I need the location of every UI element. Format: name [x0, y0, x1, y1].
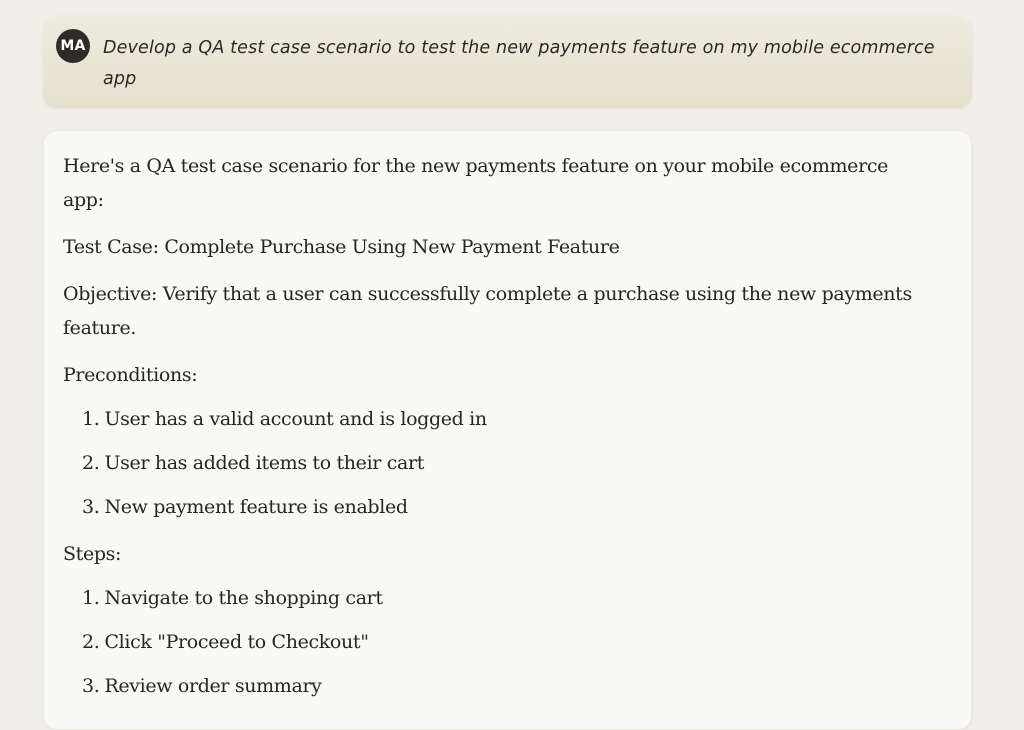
list-item-number: 1. — [82, 408, 100, 430]
steps-heading: Steps: — [63, 543, 122, 565]
list-item — [63, 402, 923, 436]
assistant-message — [43, 130, 972, 730]
response-intro: Here's a QA test case scenario for the new payments feature on your mobile ecommerce app: — [63, 155, 888, 211]
list-item-number: 3. — [82, 496, 100, 518]
list-item — [63, 625, 923, 659]
preconditions-list — [63, 402, 923, 524]
test-case-title: Test Case: Complete Purchase Using New Payment Feature — [63, 236, 620, 258]
user-prompt-text: Develop a QA test case scenario to test the new payments feature on my mobile ecommerce app — [103, 38, 935, 89]
list-item — [63, 446, 923, 480]
objective-text: Objective: Verify that a user can successfully complete a purchase using the new payments feature. — [63, 283, 912, 339]
list-item-number: 2. — [82, 452, 100, 474]
list-item-number: 1. — [82, 587, 100, 609]
list-item-text: Click "Proceed to Checkout" — [104, 631, 369, 653]
list-item-number: 2. — [82, 631, 100, 653]
list-item-text: User has added items to their cart — [104, 452, 424, 474]
steps-list — [63, 581, 923, 703]
response-body — [63, 149, 923, 703]
list-item-text: Review order summary — [104, 675, 322, 697]
preconditions-heading: Preconditions: — [63, 364, 198, 386]
list-item-text: User has a valid account and is logged in — [104, 408, 487, 430]
user-message — [43, 16, 972, 108]
list-item — [63, 490, 923, 524]
list-item-text: New payment feature is enabled — [104, 496, 408, 518]
list-item — [63, 581, 923, 615]
list-item — [63, 669, 923, 703]
list-item-number: 3. — [82, 675, 100, 697]
list-item-text: Navigate to the shopping cart — [104, 587, 383, 609]
avatar[interactable]: MA — [56, 29, 90, 63]
